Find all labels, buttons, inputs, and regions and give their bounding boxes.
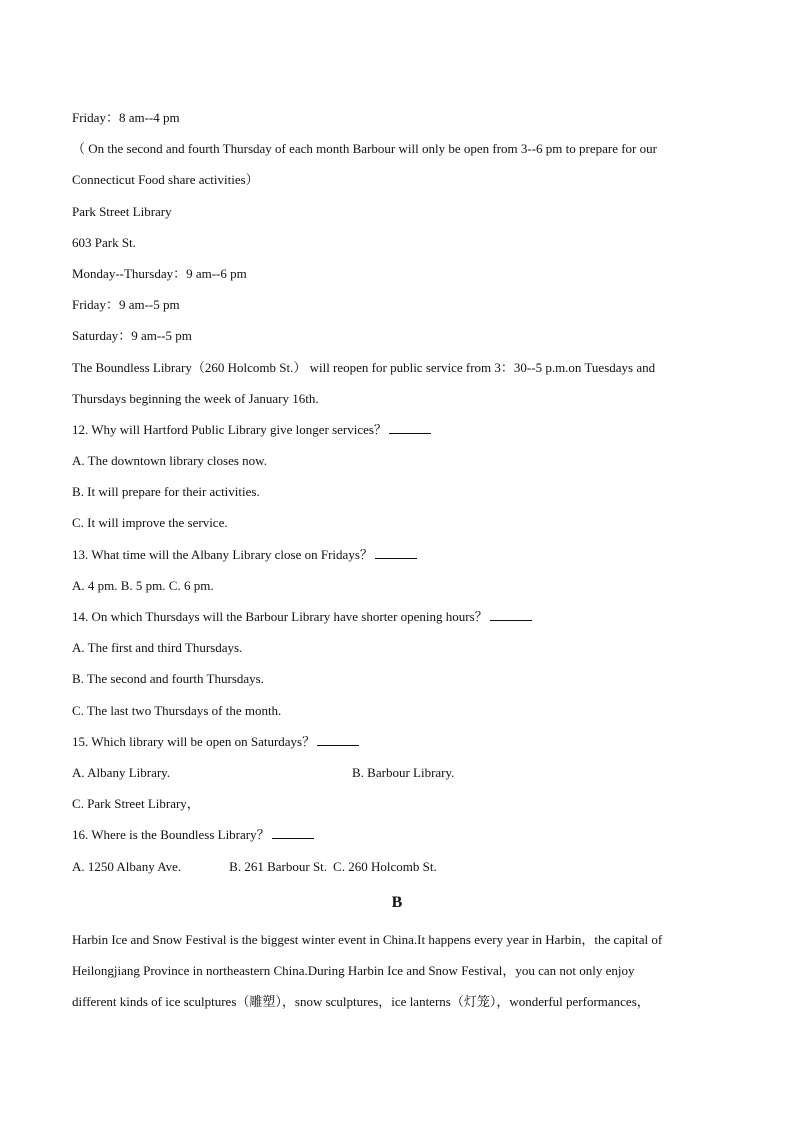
answer-blank — [375, 546, 417, 559]
question-13-options: A. 4 pm. B. 5 pm. C. 6 pm. — [72, 577, 214, 593]
question-13 — [72, 539, 722, 570]
question-15-options-row — [72, 757, 722, 788]
park-street-weekday-hours: Monday--Thursday：9 am--6 pm — [72, 265, 247, 281]
document-page — [72, 102, 722, 1017]
question-13-stem: 13. What time will the Albany Library close on Fridays？ — [72, 546, 373, 562]
section-b-paragraph-line-1: Harbin Ice and Snow Festival is the biggest winter event in China.It happens every year in Harbin，the capital of — [72, 931, 663, 947]
barbour-note-line-1: （ On the second and fourth Thursday of each month Barbour will only be open from 3--6 pm to prepare for our — [72, 141, 657, 157]
question-16-stem: 16. Where is the Boundless Library？ — [72, 827, 270, 843]
question-12-option-b: B. It will prepare for their activities. — [72, 484, 260, 500]
park-street-friday-hours: Friday：9 am--5 pm — [72, 297, 180, 313]
barbour-friday-hours: Friday：8 am--4 pm — [72, 110, 180, 125]
question-14 — [72, 601, 722, 632]
section-b-paragraph-line-3: different kinds of ice sculptures（雕塑），snow sculptures，ice lanterns（灯笼），wonderful performances， — [72, 994, 650, 1010]
question-16-option-a: A. 1250 Albany Ave. — [72, 858, 182, 874]
question-16-option-c: C. 260 Holcomb St. — [333, 858, 437, 874]
answer-blank — [272, 826, 314, 839]
question-15-option-c: C. Park Street Library， — [72, 796, 200, 812]
barbour-note-line-2: Connecticut Food share activities） — [72, 172, 259, 188]
park-street-library-address: 603 Park St. — [72, 234, 136, 250]
question-16-option-b: B. 261 Barbour St. — [229, 858, 328, 874]
park-street-saturday-hours: Saturday：9 am--5 pm — [72, 328, 192, 344]
answer-blank — [389, 421, 431, 434]
question-12-option-a: A. The downtown library closes now. — [72, 453, 267, 469]
question-12 — [72, 414, 722, 445]
answer-blank — [317, 733, 359, 746]
question-14-stem: 14. On which Thursdays will the Barbour Library have shorter opening hours？ — [72, 609, 488, 624]
question-15-option-a: A. Albany Library. — [72, 764, 171, 780]
question-14-option-a: A. The first and third Thursdays. — [72, 640, 243, 656]
question-15-stem: 15. Which library will be open on Saturdays？ — [72, 733, 316, 749]
question-15-option-b: B. Barbour Library. — [352, 764, 455, 780]
park-street-library-name: Park Street Library — [72, 203, 172, 219]
question-12-stem: 12. Why will Hartford Public Library give longer services？ — [72, 421, 387, 437]
section-b-paragraph-line-2: Heilongjiang Province in northeastern China.During Harbin Ice and Snow Festival，you can not only enjoy — [72, 962, 635, 978]
question-15 — [72, 726, 722, 757]
question-12-option-c: C. It will improve the service. — [72, 515, 228, 531]
question-16 — [72, 819, 722, 850]
question-14-option-b: B. The second and fourth Thursdays. — [72, 671, 264, 687]
question-16-options-row — [72, 851, 722, 882]
boundless-library-note-1: The Boundless Library（260 Holcomb St.） will reopen for public service from 3：30--5 p.m.on Tuesdays and — [72, 359, 656, 375]
question-14-option-c: C. The last two Thursdays of the month. — [72, 702, 282, 718]
section-b-title: B — [391, 893, 403, 911]
boundless-library-note-2: Thursdays beginning the week of January 16th. — [72, 390, 319, 406]
answer-blank — [490, 608, 532, 621]
